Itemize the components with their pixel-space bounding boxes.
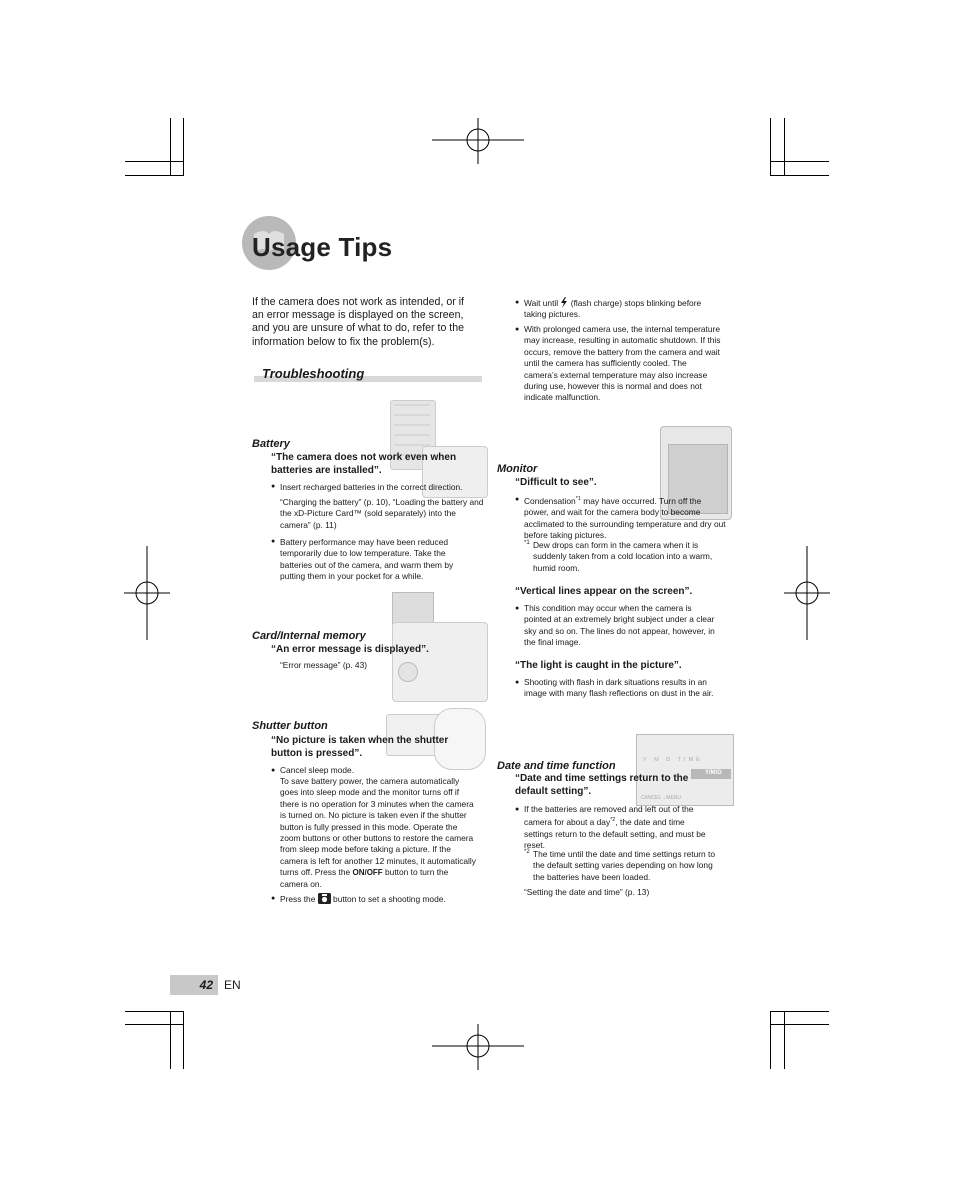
page-number: 42 xyxy=(199,978,213,992)
battery-question: “The camera does not work even when batteries are installed”. xyxy=(271,452,457,476)
crop-mark-br-h2 xyxy=(770,1011,829,1012)
bullet-icon: ● xyxy=(271,483,276,490)
registration-mark-right xyxy=(784,546,830,640)
datetime-question: “Date and time settings return to the default setting”. xyxy=(515,773,689,797)
footnote-ref-1: *1 xyxy=(575,496,581,502)
battery-bullet-2: Battery performance may have been reduced temporarily due to low temperature. Take the batteries out of the camera, and warm them by putting them in your pocket for a while. xyxy=(280,537,454,582)
registration-mark-bottom xyxy=(432,1024,524,1070)
crop-mark-bl-h2 xyxy=(125,1011,184,1012)
shutter-question: “No picture is taken when the shutter button is pressed”. xyxy=(271,735,449,759)
footnote-1: Dew drops can form in the camera when it is suddenly taken from a cold location into a warm, humid room. xyxy=(533,540,713,573)
datetime-bullet-pre: If the batteries are removed and left out of the camera for about a day xyxy=(524,804,694,828)
bullet-icon: ● xyxy=(515,326,520,333)
crop-mark-tr-h xyxy=(770,161,829,162)
monitor-q2-bullet: This condition may occur when the camera is pointed at an extremely bright subject under a clear sky and so on. The lines do not appear, however, in the final image. xyxy=(524,603,715,648)
crop-mark-tl-v xyxy=(183,118,184,176)
flash-charge-icon xyxy=(560,297,568,308)
shutter-bullet-2 xyxy=(280,893,480,905)
temperature-bullet: With prolonged camera use, the internal temperature may increase, resulting in automatic shutdown. If this occurs, remove the battery from the camera and wait until the camera has sufficiently cooled. The camera’s external temperature may also increase during use, however this is normal and does not indicate malfunction. xyxy=(524,324,721,403)
shutter-bullet-1: Cancel sleep mode. xyxy=(280,765,355,775)
screen-ymd-text: Y/M/D xyxy=(705,770,722,776)
shutter-b2-pre: Press the xyxy=(280,894,316,904)
footnote-2: The time until the date and time settings return to the default setting varies depending on how long the batteries have been loaded. xyxy=(533,849,716,882)
registration-mark-left xyxy=(124,546,170,640)
crop-mark-tl-v2 xyxy=(170,118,171,176)
crop-mark-tl-h xyxy=(125,161,184,162)
crop-mark-tr-v2 xyxy=(784,118,785,176)
intro-paragraph: If the camera does not work as intended, or if an error message is displayed on the screen, and you are unsure of what to do, refer to the information below to fix the problem(s). xyxy=(252,296,465,348)
shutter-bullet-1-body xyxy=(280,776,476,890)
shutter-heading: Shutter button xyxy=(252,720,328,732)
flash-bullet-pre: Wait until xyxy=(524,298,559,308)
crop-mark-tl-h2 xyxy=(125,175,184,176)
bullet-icon: ● xyxy=(271,895,276,902)
crop-mark-br-h xyxy=(770,1024,829,1025)
battery-heading: Battery xyxy=(252,438,290,450)
datetime-heading: Date and time function xyxy=(497,760,616,772)
shutter-body-tail: button to turn the camera on. xyxy=(280,867,449,889)
page-title: Usage Tips xyxy=(252,232,393,262)
bullet-icon: ● xyxy=(515,679,520,686)
page-title-block xyxy=(242,214,542,274)
bullet-icon: ● xyxy=(515,605,520,612)
crop-mark-tr-v xyxy=(770,118,771,176)
monitor-question-3: “The light is caught in the picture”. xyxy=(515,660,682,671)
datetime-bullet-post: , the date and time settings return to the default setting, and must be reset. xyxy=(524,817,706,851)
crop-mark-bl-v xyxy=(170,1011,171,1069)
page-number-box xyxy=(170,975,218,995)
screen-cancel-text: CANCEL xyxy=(641,795,662,801)
monitor-q1-bullet xyxy=(524,494,726,541)
screen-menu-text: MENU xyxy=(666,795,682,801)
monitor-heading: Monitor xyxy=(497,463,538,475)
card-question: “An error message is displayed”. xyxy=(271,644,429,655)
crop-mark-br-v2 xyxy=(784,1011,785,1069)
bullet-icon: ● xyxy=(515,806,520,813)
monitor-q3-bullet: Shooting with flash in dark situations results in an image with many flash reflections on dust in the air. xyxy=(524,677,714,699)
flash-bullet-post: (flash charge) stops blinking before taking pictures. xyxy=(524,298,702,320)
battery-bullet-1: Insert recharged batteries in the correct direction. xyxy=(280,482,463,492)
shutter-body-text: To save battery power, the camera automatically goes into sleep mode and the monitor turns off if there is no operation for 3 minutes when the camera is turned on. No picture is taken even if the shutter button is fully pressed in this mode. Operate the zoom buttons or other buttons to restore the camera from sleep mode before taking a picture. If the camera is left for another 12 minutes, it automatically turns off. Press the xyxy=(280,776,476,878)
flash-bullet xyxy=(524,297,724,321)
monitor-question-1: “Difficult to see”. xyxy=(515,477,597,488)
onoff-button-label: ON/OFF xyxy=(352,868,383,878)
footnote-ref-2: *2 xyxy=(610,817,616,824)
card-reference: “Error message” (p. 43) xyxy=(280,660,368,670)
screen-header-text: Y M D TIME xyxy=(643,757,703,763)
camera-icon xyxy=(318,893,331,904)
crop-mark-bl-v2 xyxy=(183,1011,184,1069)
bullet-icon: ● xyxy=(271,538,276,545)
shutter-b2-post: button to set a shooting mode. xyxy=(333,894,446,904)
bullet-icon: ● xyxy=(271,767,276,774)
footnote-1-mark: *1 xyxy=(524,540,530,546)
crop-mark-tr-h2 xyxy=(770,175,829,176)
screen-footer: CANCEL→MENU xyxy=(641,795,682,801)
registration-mark-top xyxy=(432,118,524,164)
condensation-pre: Condensation xyxy=(524,495,576,506)
bullet-icon: ● xyxy=(515,496,520,503)
language-code: EN xyxy=(224,978,241,992)
datetime-bullet xyxy=(524,804,710,851)
battery-reference: “Charging the battery” (p. 10), “Loading the battery and the xD-Picture Card™ (sold separately) into the camera” (p. 11) xyxy=(280,497,484,530)
card-heading: Card/Internal memory xyxy=(252,630,366,642)
section-title-troubleshooting: Troubleshooting xyxy=(262,366,365,381)
footnote-2-mark: *2 xyxy=(524,849,530,855)
crop-mark-br-v xyxy=(770,1011,771,1069)
monitor-question-2: “Vertical lines appear on the screen”. xyxy=(515,586,693,597)
condensation-post: may have occurred. Turn off the power, and wait for the camera body to become acclimated to the surrounding temperature and dry out before taking pictures. xyxy=(524,495,726,541)
datetime-reference: “Setting the date and time” (p. 13) xyxy=(524,887,650,897)
crop-mark-bl-h xyxy=(125,1024,184,1025)
bullet-icon: ● xyxy=(515,299,520,306)
